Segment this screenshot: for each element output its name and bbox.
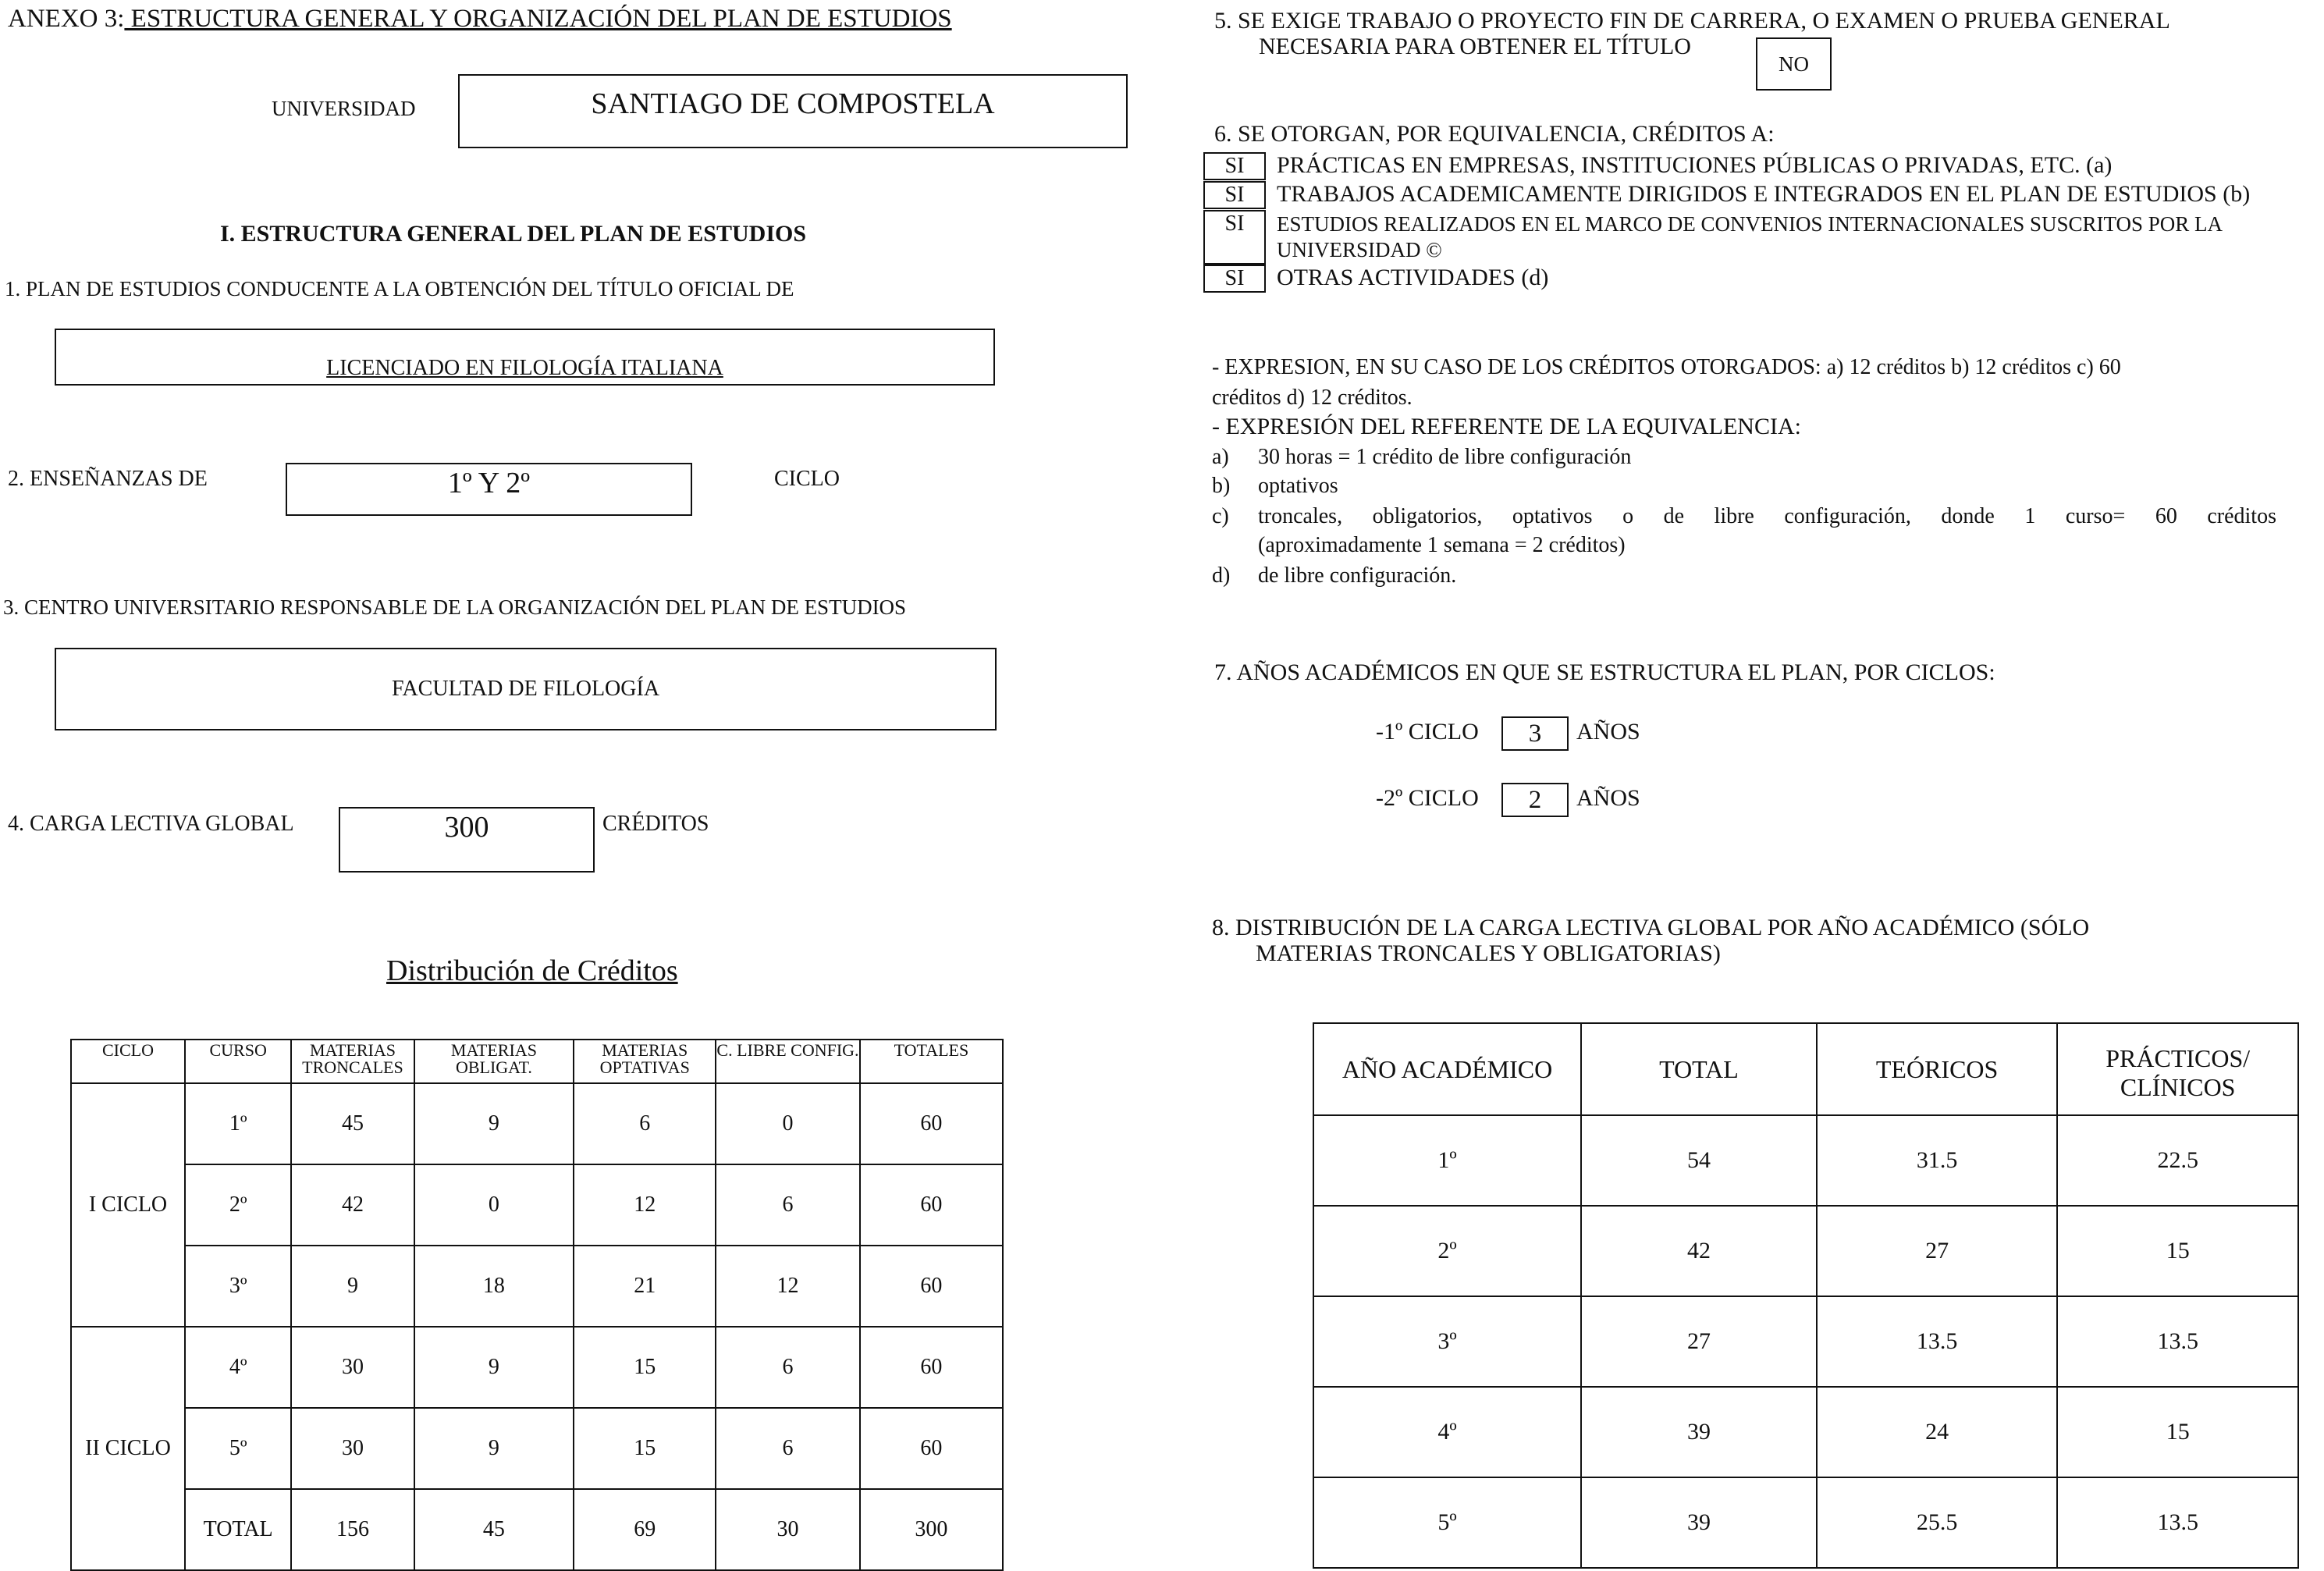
option-c-text2: UNIVERSIDAD © <box>1277 238 1442 261</box>
item1-value: LICENCIADO EN FILOLOGÍA ITALIANA <box>326 356 723 380</box>
referent-letter-b: b) <box>1212 474 1231 498</box>
table-cell: 24 <box>1817 1387 2058 1477</box>
item5-value: NO <box>1779 52 1809 76</box>
table-cell: 31.5 <box>1817 1115 2058 1206</box>
table-cell: 1º <box>185 1083 291 1164</box>
header-cell: MATERIAS OPTATIVAS <box>574 1040 716 1083</box>
table-cell: 27 <box>1817 1206 2058 1296</box>
cycle1-field <box>1501 716 1569 751</box>
table-cell: 60 <box>860 1327 1003 1408</box>
table-cell: 6 <box>574 1083 716 1164</box>
referent-text-b: optativos <box>1258 474 1338 498</box>
expression-line1: - EXPRESION, EN SU CASO DE LOS CRÉDITOS OTORGADOS: a) 12 créditos b) 12 créditos c) 60 <box>1212 355 2121 379</box>
annex-title: ESTRUCTURA GENERAL Y ORGANIZACIÓN DEL PLAN DE ESTUDIOS <box>124 5 952 33</box>
table-cell: 30 <box>291 1408 414 1489</box>
table-row <box>71 1408 1003 1489</box>
referent-text-d: de libre configuración. <box>1258 563 1457 588</box>
cycle-cell: II CICLO <box>71 1327 185 1570</box>
item8-line1: 8. DISTRIBUCIÓN DE LA CARGA LECTIVA GLOBAL POR AÑO ACADÉMICO (SÓLO <box>1212 915 2090 940</box>
table-header-row <box>71 1040 1003 1083</box>
credits-distribution-title: Distribución de Créditos <box>386 954 678 987</box>
expression-line2: créditos d) 12 créditos. <box>1212 386 1413 410</box>
option-b-text: TRABAJOS ACADEMICAMENTE DIRIGIDOS E INTEGRADOS EN EL PLAN DE ESTUDIOS (b) <box>1277 181 2251 207</box>
table-cell: 27 <box>1581 1296 1817 1387</box>
option-c-mark: SI <box>1203 210 1266 265</box>
table-cell: 9 <box>291 1246 414 1327</box>
table-cell: 0 <box>414 1164 574 1246</box>
cycle2-value: 2 <box>1528 785 1542 814</box>
table-cell: 9 <box>414 1083 574 1164</box>
table-cell: 25.5 <box>1817 1477 2058 1568</box>
header-cell: CURSO <box>185 1040 291 1083</box>
table-row <box>1313 1206 2298 1296</box>
item3-field <box>55 648 997 730</box>
item2-field <box>286 463 692 516</box>
table-cell: 45 <box>414 1489 574 1570</box>
table-cell: 6 <box>716 1408 860 1489</box>
option-a-mark: SI <box>1203 152 1266 180</box>
table-cell: 13.5 <box>2057 1296 2298 1387</box>
table-cell: 2º <box>1313 1206 1581 1296</box>
table-cell: 0 <box>716 1083 860 1164</box>
cycle1-label: -1º CICLO <box>1376 719 1479 745</box>
option-a-text: PRÁCTICAS EN EMPRESAS, INSTITUCIONES PÚBLICAS O PRIVADAS, ETC. (a) <box>1277 152 2113 178</box>
table-cell: 18 <box>414 1246 574 1327</box>
item4-value: 300 <box>444 811 489 844</box>
item6-title: 6. SE OTORGAN, POR EQUIVALENCIA, CRÉDITOS A: <box>1214 121 1775 147</box>
referent-title: - EXPRESIÓN DEL REFERENTE DE LA EQUIVALENCIA: <box>1212 414 1801 439</box>
table-cell: 4º <box>185 1327 291 1408</box>
item4-label: 4. CARGA LECTIVA GLOBAL <box>8 812 294 836</box>
item1-field <box>55 329 995 386</box>
cycle1-value: 3 <box>1528 719 1542 748</box>
table-cell: 54 <box>1581 1115 1817 1206</box>
table-cell: 1º <box>1313 1115 1581 1206</box>
university-value: SANTIAGO DE COMPOSTELA <box>591 87 995 120</box>
table-row <box>1313 1296 2298 1387</box>
table-cell: 12 <box>716 1246 860 1327</box>
header-cell: TOTAL <box>1581 1023 1817 1115</box>
table-cell: 30 <box>716 1489 860 1570</box>
option-c-text: ESTUDIOS REALIZADOS EN EL MARCO DE CONVENIOS INTERNACIONALES SUSCRITOS POR LA <box>1277 212 2223 236</box>
header-cell: MATERIAS TRONCALES <box>291 1040 414 1083</box>
header-cell: CICLO <box>71 1040 185 1083</box>
table-cell: 15 <box>574 1327 716 1408</box>
table-cell: 42 <box>1581 1206 1817 1296</box>
table-cell: 300 <box>860 1489 1003 1570</box>
table-cell: 22.5 <box>2057 1115 2298 1206</box>
item5-field <box>1756 37 1832 91</box>
annex-heading <box>8 5 952 34</box>
cycle2-label: -2º CICLO <box>1376 785 1479 811</box>
table-row <box>71 1164 1003 1246</box>
referent-letter-d: d) <box>1212 563 1231 588</box>
table-row <box>71 1327 1003 1408</box>
table-cell: 21 <box>574 1246 716 1327</box>
referent-text-a: 30 horas = 1 crédito de libre configuración <box>1258 445 1632 469</box>
referent-letter-c: c) <box>1212 504 1229 528</box>
referent-text-c: troncales, obligatorios, optativos o de libre configuración, donde 1 curso= 60 créditos <box>1258 504 2276 528</box>
item2-value: 1º Y 2º <box>447 467 531 499</box>
credits-distribution-table <box>70 1039 1004 1571</box>
item5-line2: NECESARIA PARA OBTENER EL TÍTULO <box>1259 34 1691 59</box>
cycle2-years: AÑOS <box>1576 785 1640 811</box>
header-cell: TEÓRICOS <box>1817 1023 2058 1115</box>
item3-label: 3. CENTRO UNIVERSITARIO RESPONSABLE DE LA ORGANIZACIÓN DEL PLAN DE ESTUDIOS <box>3 595 907 619</box>
table-row <box>1313 1387 2298 1477</box>
referent-text-c2: (aproximadamente 1 semana = 2 créditos) <box>1258 533 1626 557</box>
table-row <box>71 1246 1003 1327</box>
table-cell: 42 <box>291 1164 414 1246</box>
table-cell: 45 <box>291 1083 414 1164</box>
cycle2-field <box>1501 783 1569 817</box>
table-cell: TOTAL <box>185 1489 291 1570</box>
option-b-mark: SI <box>1203 181 1266 209</box>
table-row <box>1313 1115 2298 1206</box>
table-cell: 5º <box>185 1408 291 1489</box>
table-row <box>1313 1477 2298 1568</box>
table-cell: 30 <box>291 1327 414 1408</box>
table-cell: 12 <box>574 1164 716 1246</box>
table-cell: 3º <box>1313 1296 1581 1387</box>
item2-label: 2. ENSEÑANZAS DE <box>8 467 208 491</box>
table-cell: 15 <box>574 1408 716 1489</box>
table-cell: 60 <box>860 1408 1003 1489</box>
table-cell: 39 <box>1581 1387 1817 1477</box>
university-field <box>458 74 1128 148</box>
table-cell: 3º <box>185 1246 291 1327</box>
header-cell: TOTALES <box>860 1040 1003 1083</box>
table-cell: 60 <box>860 1083 1003 1164</box>
table-cell: 4º <box>1313 1387 1581 1477</box>
item4-field <box>339 807 595 873</box>
option-d-text: OTRAS ACTIVIDADES (d) <box>1277 265 1549 290</box>
table-cell: 156 <box>291 1489 414 1570</box>
cycle1-years: AÑOS <box>1576 719 1640 745</box>
table-row <box>71 1489 1003 1570</box>
item2-suffix: CICLO <box>774 467 840 491</box>
table-cell: 5º <box>1313 1477 1581 1568</box>
table-cell: 69 <box>574 1489 716 1570</box>
table-cell: 9 <box>414 1327 574 1408</box>
table-cell: 13.5 <box>1817 1296 2058 1387</box>
table-cell: 2º <box>185 1164 291 1246</box>
item4-suffix: CRÉDITOS <box>602 812 709 836</box>
table-cell: 60 <box>860 1246 1003 1327</box>
header-cell: MATERIAS OBLIGAT. <box>414 1040 574 1083</box>
table-cell: 60 <box>860 1164 1003 1246</box>
table-header-row <box>1313 1023 2298 1115</box>
annex-prefix: ANEXO 3: <box>8 5 125 33</box>
item7-title: 7. AÑOS ACADÉMICOS EN QUE SE ESTRUCTURA EL PLAN, POR CICLOS: <box>1214 659 1995 685</box>
header-cell: C. LIBRE CONFIG. <box>716 1040 860 1083</box>
item8-line2: MATERIAS TRONCALES Y OBLIGATORIAS) <box>1256 940 1721 966</box>
item1-label: 1. PLAN DE ESTUDIOS CONDUCENTE A LA OBTENCIÓN DEL TÍTULO OFICIAL DE <box>5 277 794 300</box>
annual-load-table <box>1313 1022 2299 1569</box>
table-cell: 6 <box>716 1327 860 1408</box>
option-d-mark: SI <box>1203 265 1266 293</box>
table-cell: 15 <box>2057 1206 2298 1296</box>
table-cell: 15 <box>2057 1387 2298 1477</box>
table-cell: 6 <box>716 1164 860 1246</box>
table-row <box>71 1083 1003 1164</box>
cycle-cell: I CICLO <box>71 1083 185 1327</box>
header-cell: AÑO ACADÉMICO <box>1313 1023 1581 1115</box>
item5-line1: 5. SE EXIGE TRABAJO O PROYECTO FIN DE CARRERA, O EXAMEN O PRUEBA GENERAL <box>1214 8 2170 34</box>
referent-letter-a: a) <box>1212 445 1229 469</box>
table-cell: 13.5 <box>2057 1477 2298 1568</box>
table-cell: 9 <box>414 1408 574 1489</box>
section1-title: I. ESTRUCTURA GENERAL DEL PLAN DE ESTUDIOS <box>220 221 807 247</box>
header-cell: PRÁCTICOS/ CLÍNICOS <box>2057 1023 2298 1115</box>
university-label: UNIVERSIDAD <box>272 97 416 120</box>
item3-value: FACULTAD DE FILOLOGÍA <box>391 677 660 701</box>
table-cell: 39 <box>1581 1477 1817 1568</box>
